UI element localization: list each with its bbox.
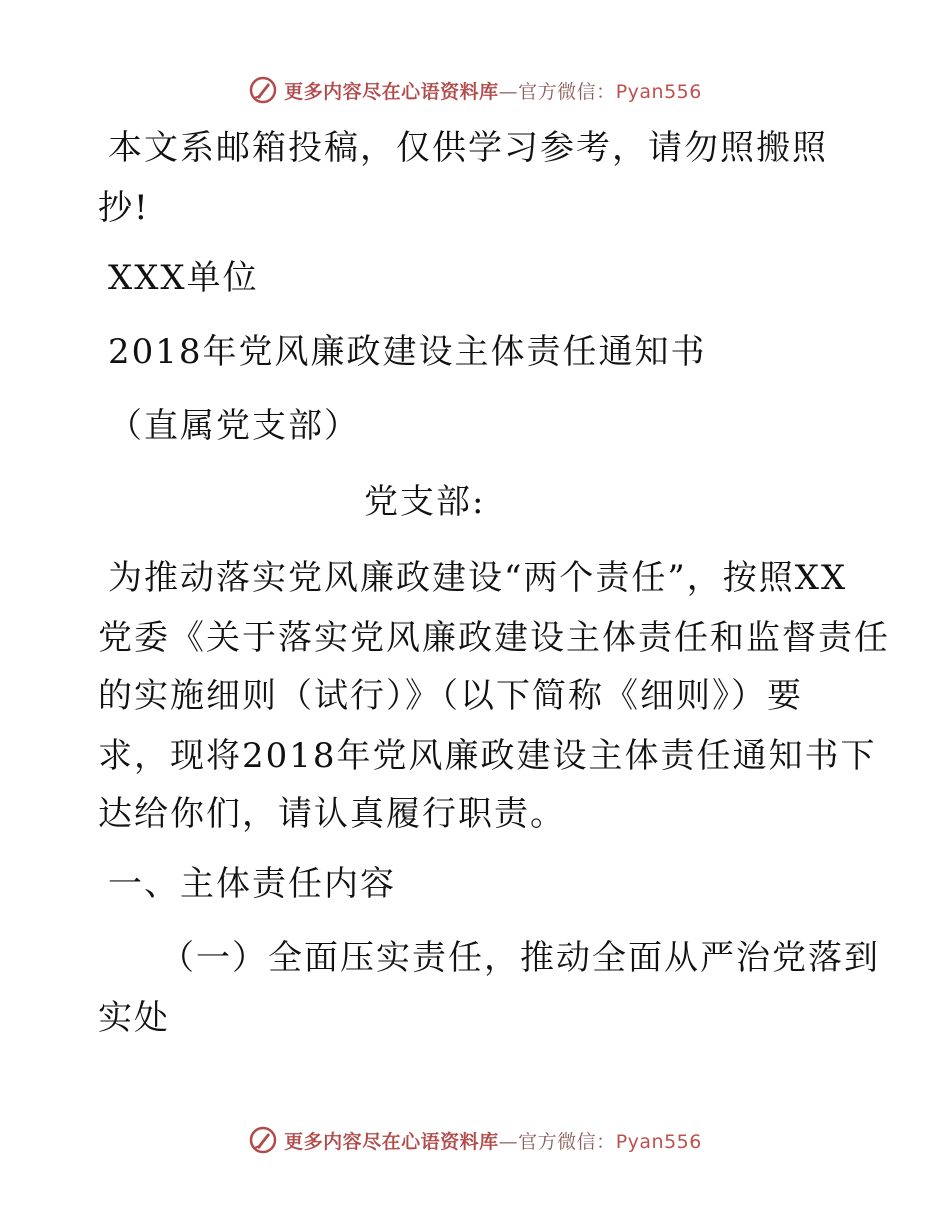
unit-name: XXX单位 [108, 258, 259, 298]
document-title: 2018年党风廉政建设主体责任通知书 [108, 332, 707, 372]
watermark-dash: — [498, 80, 519, 103]
watermark-wechat-label: 官方微信： [518, 80, 616, 103]
watermark-wechat-id: Pyan556 [615, 1130, 702, 1153]
body-line-3: 的实施细则（试行）》（以下简称《细则》）要 [98, 676, 803, 716]
body-line-5: 达给你们，请认真履行职责。 [98, 794, 566, 834]
watermark-banner-bottom [0, 1122, 950, 1158]
body-line-1: 为推动落实党风廉政建设“两个责任”，按照XX [108, 558, 848, 598]
addressee: 党支部: [364, 482, 486, 522]
subsection-heading-line-2: 实处 [98, 998, 170, 1038]
watermark-dash: — [498, 1130, 519, 1153]
watermark-text [284, 77, 702, 104]
document-subtitle: （直属党支部） [108, 406, 360, 446]
body-line-2: 党委《关于落实党风廉政建设主体责任和监督责任 [98, 618, 890, 658]
watermark-main-text: 更多内容尽在心语资料库 [284, 1130, 499, 1153]
subsection-heading-line-1: （一）全面压实责任，推动全面从严治党落到 [160, 938, 880, 978]
quill-pen-logo-icon [248, 75, 278, 105]
watermark-text [284, 1127, 702, 1154]
watermark-wechat-id: Pyan556 [615, 80, 702, 103]
notice-line-1: 本文系邮箱投稿，仅供学习参考，请勿照搬照 [108, 128, 828, 168]
watermark-wechat-label: 官方微信： [518, 1130, 616, 1153]
watermark-banner-top [0, 72, 950, 108]
notice-line-2: 抄! [98, 188, 150, 228]
watermark-main-text: 更多内容尽在心语资料库 [284, 80, 499, 103]
quill-pen-logo-icon [248, 1125, 278, 1155]
body-line-4: 求，现将2018年党风廉政建设主体责任通知书下 [98, 736, 877, 776]
section-heading-1: 一、主体责任内容 [108, 864, 396, 904]
